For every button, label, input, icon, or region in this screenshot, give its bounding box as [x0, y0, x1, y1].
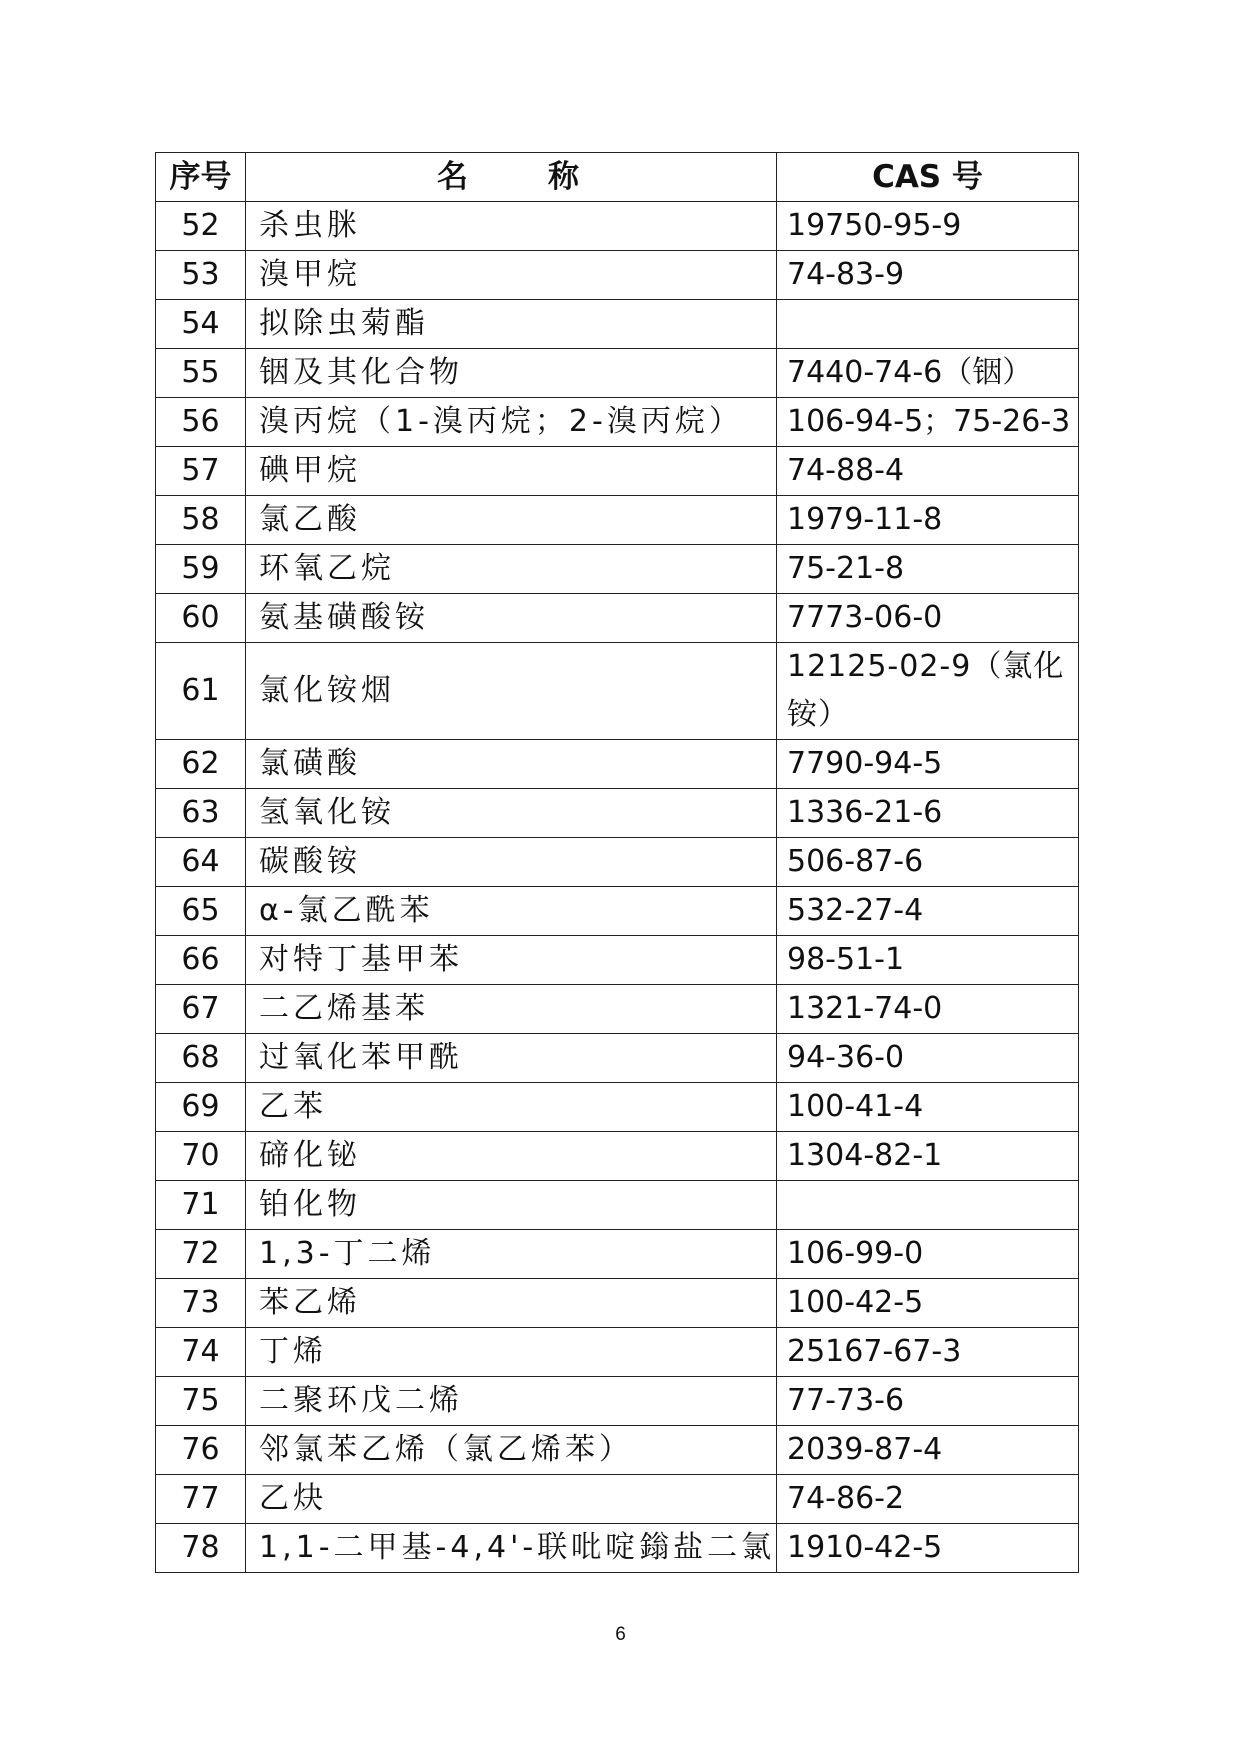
row-cas-number: 12125-02-9（氯化铵） [777, 643, 1079, 740]
row-substance-name: 氯化铵烟 [246, 643, 777, 740]
row-substance-name: 乙炔 [246, 1475, 777, 1524]
row-serial-number: 71 [156, 1181, 246, 1230]
table-body [156, 202, 1079, 1573]
row-cas-number: 1321-74-0 [777, 985, 1079, 1034]
table-header-row [156, 153, 1079, 202]
row-serial-number: 62 [156, 740, 246, 789]
header-serial-number: 序号 [156, 153, 246, 202]
row-cas-number: 74-86-2 [777, 1475, 1079, 1524]
row-cas-number: 7790-94-5 [777, 740, 1079, 789]
row-cas-number: 100-41-4 [777, 1083, 1079, 1132]
table-row [156, 643, 1079, 740]
row-serial-number: 59 [156, 545, 246, 594]
row-cas-number: 100-42-5 [777, 1279, 1079, 1328]
row-cas-number [777, 1181, 1079, 1230]
table-row [156, 300, 1079, 349]
row-substance-name: 苯乙烯 [246, 1279, 777, 1328]
table-row [156, 349, 1079, 398]
row-cas-number: 106-94-5；75-26-3 [777, 398, 1079, 447]
row-serial-number: 52 [156, 202, 246, 251]
row-serial-number: 69 [156, 1083, 246, 1132]
row-serial-number: 72 [156, 1230, 246, 1279]
table-row [156, 1230, 1079, 1279]
table-row [156, 202, 1079, 251]
table-row [156, 887, 1079, 936]
row-cas-number: 506-87-6 [777, 838, 1079, 887]
row-cas-number: 106-99-0 [777, 1230, 1079, 1279]
row-cas-number: 19750-95-9 [777, 202, 1079, 251]
table-row [156, 545, 1079, 594]
row-substance-name: α-氯乙酰苯 [246, 887, 777, 936]
table-row [156, 1377, 1079, 1426]
row-cas-number: 77-73-6 [777, 1377, 1079, 1426]
row-serial-number: 61 [156, 643, 246, 740]
row-substance-name: 铂化物 [246, 1181, 777, 1230]
table-row [156, 1083, 1079, 1132]
row-substance-name: 二乙烯基苯 [246, 985, 777, 1034]
row-serial-number: 77 [156, 1475, 246, 1524]
row-substance-name: 乙苯 [246, 1083, 777, 1132]
row-serial-number: 76 [156, 1426, 246, 1475]
row-cas-number: 7773-06-0 [777, 594, 1079, 643]
row-substance-name: 溴丙烷（1-溴丙烷；2-溴丙烷） [246, 398, 777, 447]
table-row [156, 594, 1079, 643]
table-row [156, 838, 1079, 887]
row-cas-number: 1910-42-5 [777, 1524, 1079, 1573]
row-serial-number: 67 [156, 985, 246, 1034]
table-row [156, 1132, 1079, 1181]
row-cas-number: 7440-74-6（铟） [777, 349, 1079, 398]
table-row [156, 1279, 1079, 1328]
row-substance-name: 氯乙酸 [246, 496, 777, 545]
row-cas-number: 74-88-4 [777, 447, 1079, 496]
table-header [156, 153, 1079, 202]
table-row [156, 496, 1079, 545]
table-row [156, 1524, 1079, 1573]
table-row [156, 1475, 1079, 1524]
table-row [156, 789, 1079, 838]
row-substance-name: 邻氯苯乙烯（氯乙烯苯） [246, 1426, 777, 1475]
row-serial-number: 70 [156, 1132, 246, 1181]
row-serial-number: 66 [156, 936, 246, 985]
row-serial-number: 74 [156, 1328, 246, 1377]
row-cas-number: 532-27-4 [777, 887, 1079, 936]
row-serial-number: 54 [156, 300, 246, 349]
row-cas-number: 1979-11-8 [777, 496, 1079, 545]
row-substance-name: 铟及其化合物 [246, 349, 777, 398]
row-serial-number: 56 [156, 398, 246, 447]
row-substance-name: 碲化铋 [246, 1132, 777, 1181]
table-row [156, 985, 1079, 1034]
row-cas-number: 98-51-1 [777, 936, 1079, 985]
row-serial-number: 75 [156, 1377, 246, 1426]
table-row [156, 1328, 1079, 1377]
row-serial-number: 57 [156, 447, 246, 496]
row-substance-name: 杀虫脒 [246, 202, 777, 251]
row-substance-name: 1,3-丁二烯 [246, 1230, 777, 1279]
row-cas-number: 1336-21-6 [777, 789, 1079, 838]
row-serial-number: 64 [156, 838, 246, 887]
table-row [156, 398, 1079, 447]
row-serial-number: 73 [156, 1279, 246, 1328]
chemical-list-table [155, 152, 1079, 1573]
row-cas-number: 25167-67-3 [777, 1328, 1079, 1377]
header-cas-number: CAS 号 [777, 153, 1079, 202]
row-serial-number: 60 [156, 594, 246, 643]
row-substance-name: 碘甲烷 [246, 447, 777, 496]
header-name: 名 称 [246, 153, 777, 202]
row-serial-number: 55 [156, 349, 246, 398]
row-serial-number: 78 [156, 1524, 246, 1573]
row-substance-name: 对特丁基甲苯 [246, 936, 777, 985]
row-substance-name: 溴甲烷 [246, 251, 777, 300]
table-row [156, 936, 1079, 985]
row-serial-number: 68 [156, 1034, 246, 1083]
row-substance-name: 氢氧化铵 [246, 789, 777, 838]
table-row [156, 1034, 1079, 1083]
row-substance-name: 二聚环戊二烯 [246, 1377, 777, 1426]
row-substance-name: 拟除虫菊酯 [246, 300, 777, 349]
page-number: 6 [615, 1624, 626, 1645]
row-cas-number: 1304-82-1 [777, 1132, 1079, 1181]
row-substance-name: 1,1-二甲基-4,4'-联吡啶鎓盐二氯 [246, 1524, 777, 1573]
table-row [156, 447, 1079, 496]
table-row [156, 1426, 1079, 1475]
row-cas-number [777, 300, 1079, 349]
row-substance-name: 氨基磺酸铵 [246, 594, 777, 643]
row-substance-name: 丁烯 [246, 1328, 777, 1377]
row-cas-number: 94-36-0 [777, 1034, 1079, 1083]
row-cas-number: 74-83-9 [777, 251, 1079, 300]
row-serial-number: 63 [156, 789, 246, 838]
row-substance-name: 氯磺酸 [246, 740, 777, 789]
table-row [156, 1181, 1079, 1230]
row-serial-number: 65 [156, 887, 246, 936]
row-serial-number: 58 [156, 496, 246, 545]
row-substance-name: 碳酸铵 [246, 838, 777, 887]
table-row [156, 251, 1079, 300]
row-substance-name: 过氧化苯甲酰 [246, 1034, 777, 1083]
row-substance-name: 环氧乙烷 [246, 545, 777, 594]
row-cas-number: 75-21-8 [777, 545, 1079, 594]
table-row [156, 740, 1079, 789]
row-cas-number: 2039-87-4 [777, 1426, 1079, 1475]
row-serial-number: 53 [156, 251, 246, 300]
